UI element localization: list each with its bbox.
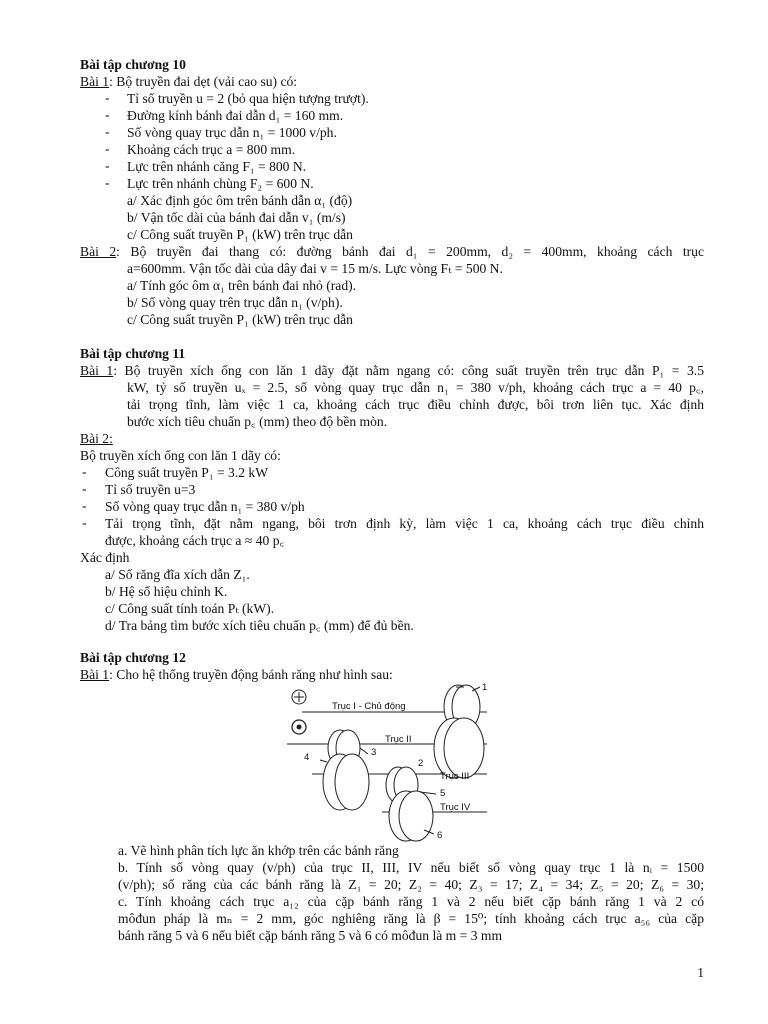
ch11-bai2-label: Bài 2: <box>80 431 113 446</box>
bullet-dash: - <box>82 498 87 513</box>
ch11-b2-task: c/ Công suất tính toán Pₜ (kW). <box>105 601 275 616</box>
ch11-b2-task: d/ Tra bảng tìm bước xích tiêu chuẩn p꜀ (mm) để đủ bền. <box>105 618 414 633</box>
bullet-dash: - <box>105 107 110 122</box>
ch11-bai1-line2: kW, tỷ số truyền uₓ = 2.5, số vòng quay trục dẫn n₁ = 380 v/ph, khoảng cách trục a = 40 p꜀, <box>127 380 704 395</box>
ch11-b2-item-cont: được, khoảng cách trục a ≈ 40 p꜀ <box>105 533 285 548</box>
ch10-b1-task: b/ Vận tốc dài của bánh đai dẫn v₁ (m/s) <box>127 210 346 225</box>
gear-number-label: 1 <box>482 682 488 693</box>
dot-circle-icon <box>292 720 306 734</box>
bullet-dash: - <box>105 90 110 105</box>
ch10-b2-task: b/ Số vòng quay trên trục dẫn n₁ (v/ph). <box>127 295 343 310</box>
bullet-dash: - <box>105 141 110 156</box>
ch12-task-a: a. Vẽ hình phân tích lực ăn khớp trên các bánh răng <box>118 843 399 858</box>
ch10-b2-task: a/ Tính góc ôm α₁ trên bánh đai nhỏ (rad). <box>127 278 357 293</box>
ch10-b1-task: a/ Xác định góc ôm trên bánh dẫn α₁ (độ) <box>127 193 353 208</box>
shaft-1-label: Trục I - Chủ động <box>332 701 406 712</box>
ch10-bai1-intro: Bài 1: Bộ truyền đai dẹt (vải cao su) có: <box>80 74 298 89</box>
ch12-task-c-line3: bánh răng 5 và 6 nếu biết cặp bánh răng 5 và 6 có môđun là m = 3 mm <box>118 928 503 943</box>
ch11-bai1-line1: Bài 1: Bộ truyền xích ống con lăn 1 dãy đặt nằm ngang có: công suất truyền trên trục dẫn P₁ = 3.5 <box>80 363 704 378</box>
ch10-b1-item: Số vòng quay trục dẫn n₁ = 1000 v/ph. <box>127 125 337 140</box>
bullet-dash: - <box>82 481 87 496</box>
ch11-xac-dinh: Xác định <box>80 550 130 565</box>
ch10-b1-item: Lực trên nhánh chùng F₂ = 600 N. <box>127 176 314 191</box>
gear-number-label: 6 <box>437 830 443 841</box>
shaft-3-label: Trục III <box>440 771 470 782</box>
ch11-b2-item: Tải trọng tĩnh, đặt nằm ngang, bôi trơn định kỳ, làm việc 1 ca, khoảng cách trục điều chỉnh <box>105 516 704 531</box>
plus-circle-icon <box>292 690 306 704</box>
ch12-task-b-line1: b. Tính số vòng quay (v/ph) của trục II, III, IV nếu biết số vòng quay trục 1 là nᵢ = 1500 <box>118 860 704 875</box>
ch11-b2-item: Tỉ số truyền u=3 <box>105 482 196 497</box>
ch10-b1-item: Khoảng cách trục a = 800 mm. <box>127 142 296 157</box>
gear-train-diagram <box>282 682 492 842</box>
ch11-b2-item: Số vòng quay trục dẫn n₁ = 380 v/ph <box>105 499 305 514</box>
ch11-bai1-line4: bước xích tiêu chuẩn p꜀ (mm) theo độ bền mòn. <box>127 414 388 429</box>
ch12-bai1-intro: Bài 1: Cho hệ thống truyền động bánh răng như hình sau: <box>80 667 393 682</box>
gear-4 <box>323 754 369 810</box>
ch10-bai2-line2: a=600mm. Vận tốc dài của dây đai v = 15 m/s. Lực vòng Fₜ = 500 N. <box>127 261 503 276</box>
gear-number-label: 5 <box>440 788 446 799</box>
gear-number-label: 2 <box>418 758 424 769</box>
bullet-dash: - <box>82 515 87 530</box>
ch11-b2-task: b/ Hệ số hiệu chỉnh K. <box>105 584 228 599</box>
ch11-bai1-line3: tải trọng tĩnh, làm việc 1 ca, khoảng cách trục điều chỉnh được, bôi trơn liên tục. Xác định <box>127 397 704 412</box>
page-number: 1 <box>697 965 704 980</box>
ch10-b1-task: c/ Công suất truyền P₁ (kW) trên trục dẫn <box>127 227 353 242</box>
chapter-12-title: Bài tập chương 12 <box>80 650 186 665</box>
ch12-task-c-line2: môđun pháp là mₙ = 2 mm, góc nghiêng răng là β = 15⁰; tính khoảng cách trục a₅₆ của cặp <box>118 911 704 926</box>
ch12-task-b-line2: (v/ph); số răng của các bánh răng là Z₁ = 20; Z₂ = 40; Z₃ = 17; Z₄ = 34; Z₅ = 20; Z₆ = 30; <box>118 877 704 892</box>
gear-number-label: 3 <box>371 747 377 758</box>
ch11-b2-task: a/ Số răng đĩa xích dẫn Z₁. <box>105 567 250 582</box>
ch10-b1-item: Đường kính bánh đai dẫn d₁ = 160 mm. <box>127 108 344 123</box>
ch12-task-c-line1: c. Tính khoảng cách trục a₁₂ của cặp bánh răng 1 và 2 nếu biết cặp bánh răng 1 và 2 có <box>118 894 704 909</box>
ch11-b2-item: Công suất truyền P₁ = 3.2 kW <box>105 465 269 480</box>
chapter-10-title: Bài tập chương 10 <box>80 57 186 72</box>
shaft-4-label: Trục IV <box>440 802 471 813</box>
bullet-dash: - <box>105 124 110 139</box>
gear-2 <box>434 718 484 778</box>
bullet-dash: - <box>105 158 110 173</box>
ch11-bai2-intro: Bộ truyền xích ống con lăn 1 dãy có: <box>80 448 281 463</box>
gear-6 <box>389 791 433 841</box>
shaft-2-label: Trục II <box>385 734 412 745</box>
ch10-bai2-line1: Bài 2: Bộ truyền đai thang có: đường bánh đai d₁ = 200mm, d₂ = 400mm, khoảng cách trục <box>80 244 704 259</box>
bullet-dash: - <box>82 464 87 479</box>
chapter-11-title: Bài tập chương 11 <box>80 346 186 361</box>
gear-number-label: 4 <box>304 752 310 763</box>
ch10-b1-item: Tỉ số truyền u = 2 (bỏ qua hiện tượng trượt). <box>127 91 369 106</box>
bullet-dash: - <box>105 175 110 190</box>
ch10-b2-task: c/ Công suất truyền P₁ (kW) trên trục dẫn <box>127 312 353 327</box>
ch10-b1-item: Lực trên nhánh căng F₁ = 800 N. <box>127 159 307 174</box>
